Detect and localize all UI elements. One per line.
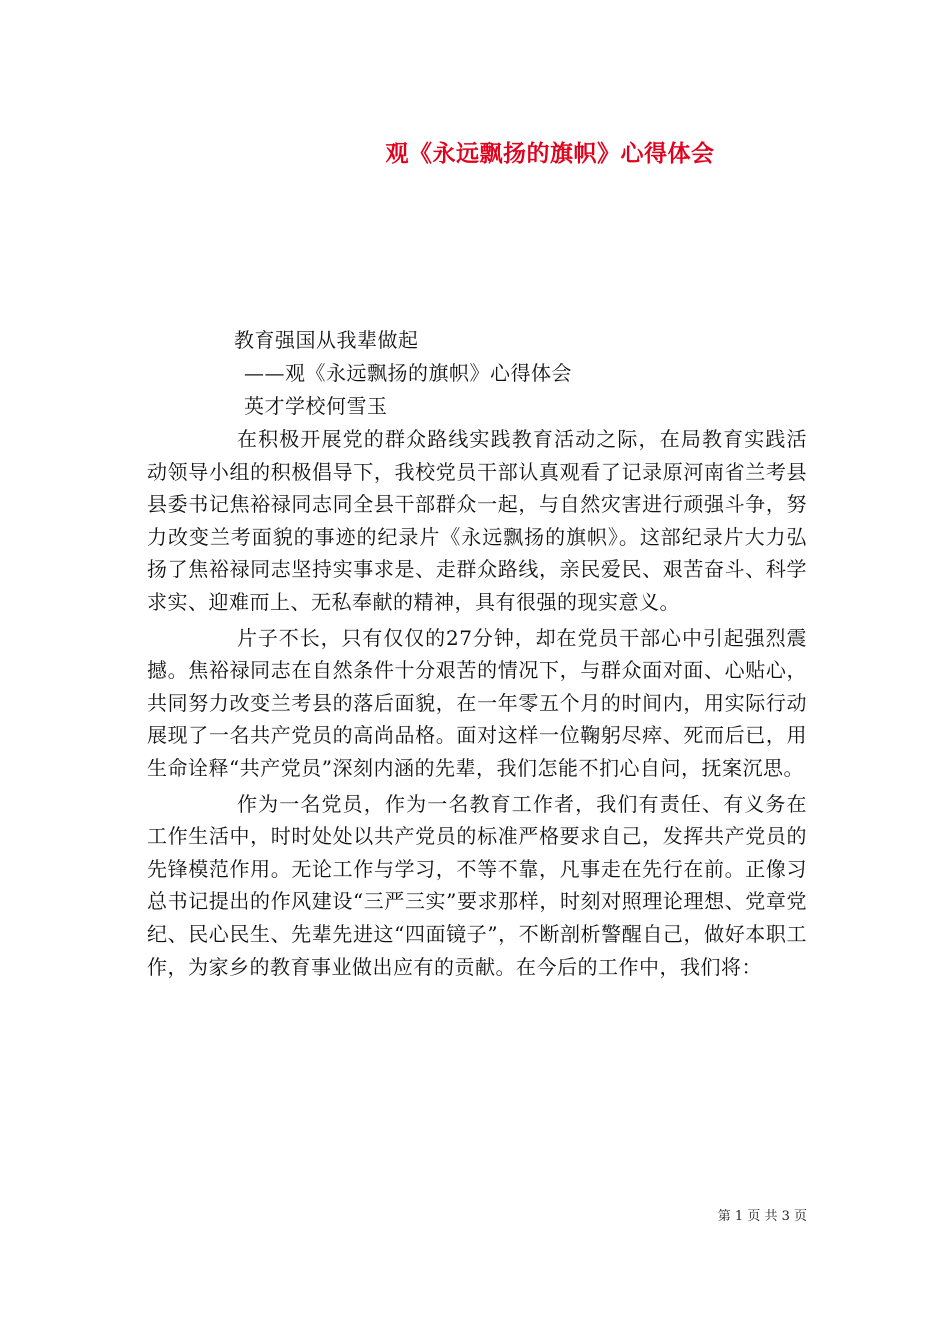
document-body (147, 423, 807, 983)
page-number: 第 1 页 共 3 页 (717, 1209, 807, 1224)
paragraph-2: 片子不长，只有仅仅的27分钟，却在党员干部心中引起强烈震撼。焦裕禄同志在自然条件十分艰苦的情况下，与群众面对面、心贴心，共同努力改变兰考县的落后面貌，在一年零五个月的时间内，用实际行动展现了一名共产党员的高尚品格。面对这样一位鞠躬尽瘁、死而后已，用生命诠释“共产党员”深刻内涵的先辈，我们怎能不扪心自问，抚案沉思。 (147, 625, 807, 780)
paragraph-1: 在积极开展党的群众路线实践教育活动之际，在局教育实践活动领导小组的积极倡导下，我校党员干部认真观看了记录原河南省兰考县县委书记焦裕禄同志同全县干部群众一起，与自然灾害进行顽强斗争，努力改变兰考面貌的事迹的纪录片《永远飘扬的旗帜》。这部纪录片大力弘扬了焦裕禄同志坚持实事求是、走群众路线，亲民爱民、艰苦奋斗、科学求实、迎难而上、无私奉献的精神，具有很强的现实意义。 (147, 427, 807, 614)
document-subheading: ——观《永远飘扬的旗帜》心得体会 (244, 361, 572, 385)
document-heading: 教育强国从我辈做起 (234, 328, 419, 352)
document-author: 英才学校何雪玉 (244, 394, 388, 418)
paragraph-3: 作为一名党员，作为一名教育工作者，我们有责任、有义务在工作生活中，时时处处以共产党员的标准严格要求自己，发挥共产党员的先锋模范作用。无论工作与学习，不等不靠，凡事走在先行在前。正像习总书记提出的作风建设“三严三实”要求那样，时刻对照理论理想、党章党纪、民心民生、先辈先进这“四面镜子”，不断剖析警醒自己，做好本职工作，为家乡的教育事业做出应有的贡献。在今后的工作中，我们将： (147, 791, 807, 979)
document-title: 观《永远飘扬的旗帜》心得体会 (385, 140, 715, 167)
